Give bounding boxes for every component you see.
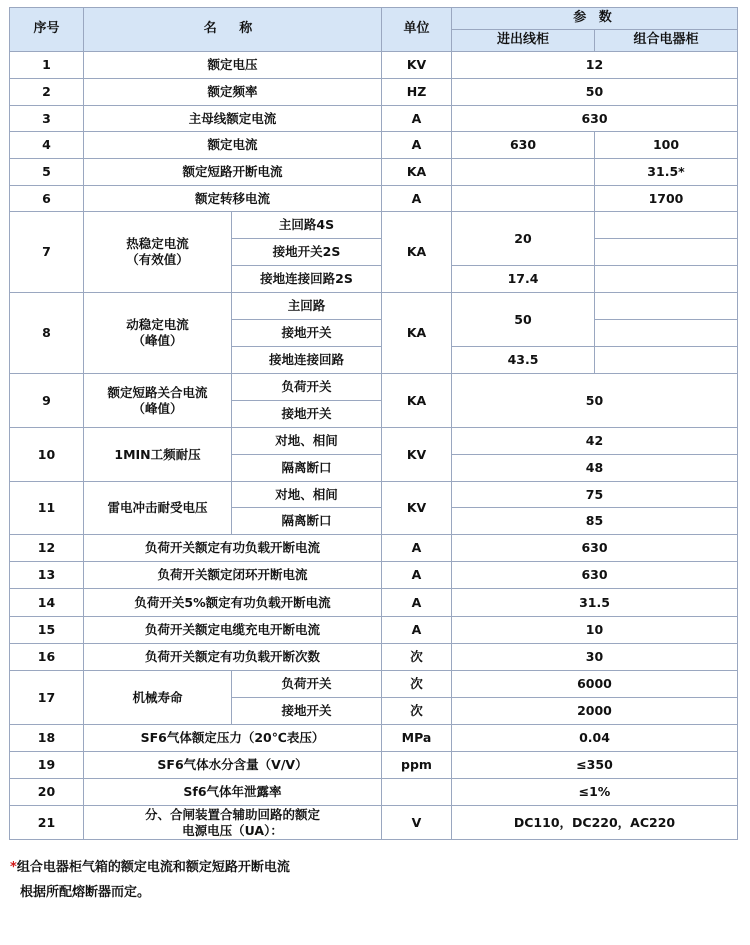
row-unit: A bbox=[382, 106, 452, 132]
row-value: 50 bbox=[452, 374, 738, 428]
row-number: 3 bbox=[10, 106, 84, 132]
row-subitem: 接地开关2S bbox=[232, 239, 382, 266]
row-subitem: 对地、相间 bbox=[232, 428, 382, 455]
row-name-line2: （峰值） bbox=[132, 333, 183, 348]
row-name: 雷电冲击耐受电压 bbox=[84, 482, 232, 535]
row-name: 1MIN工频耐压 bbox=[84, 428, 232, 482]
row-unit: A bbox=[382, 132, 452, 159]
row-value: 10 bbox=[452, 617, 738, 644]
row-number: 13 bbox=[10, 562, 84, 589]
row-name: 机械寿命 bbox=[84, 671, 232, 725]
table-row bbox=[10, 589, 738, 617]
row-name: 负荷开关额定闭环开断电流 bbox=[84, 562, 382, 589]
row-name bbox=[84, 374, 232, 428]
row-number: 12 bbox=[10, 535, 84, 562]
row-value-a: 17.4 bbox=[452, 266, 595, 293]
row-subitem: 主回路4S bbox=[232, 212, 382, 239]
row-name: 负荷开关额定有功负载开断电流 bbox=[84, 535, 382, 562]
header-unit: 单位 bbox=[382, 8, 452, 52]
table-row bbox=[10, 752, 738, 779]
row-unit: KA bbox=[382, 293, 452, 374]
row-name-line1: 动稳定电流 bbox=[126, 317, 189, 333]
row-value: 630 bbox=[452, 106, 738, 132]
footnote-line1 bbox=[10, 855, 290, 880]
row-number: 18 bbox=[10, 725, 84, 752]
row-value: 6000 bbox=[452, 671, 738, 698]
table-row bbox=[10, 374, 738, 401]
footnote-text1: 组合电器柜气箱的额定电流和额定短路开断电流 bbox=[16, 860, 290, 875]
row-name bbox=[84, 806, 382, 840]
row-value-b bbox=[595, 293, 738, 320]
row-number: 19 bbox=[10, 752, 84, 779]
row-number: 21 bbox=[10, 806, 84, 840]
row-subitem: 接地连接回路 bbox=[232, 347, 382, 374]
row-number: 5 bbox=[10, 159, 84, 186]
parameter-table bbox=[9, 7, 738, 840]
table-row bbox=[10, 52, 738, 79]
row-value-b bbox=[595, 239, 738, 266]
row-number: 15 bbox=[10, 617, 84, 644]
row-unit: 次 bbox=[382, 698, 452, 725]
header-params: 参 数 bbox=[452, 8, 738, 30]
row-name: 额定频率 bbox=[84, 79, 382, 106]
row-value-a: 630 bbox=[452, 132, 595, 159]
row-value-a: 50 bbox=[452, 293, 595, 347]
row-number: 16 bbox=[10, 644, 84, 671]
table-row bbox=[10, 806, 738, 840]
table-row bbox=[10, 644, 738, 671]
row-unit: KV bbox=[382, 52, 452, 79]
table-row bbox=[10, 428, 738, 455]
row-name: SF6气体额定压力（20℃表压） bbox=[84, 725, 382, 752]
row-value: 2000 bbox=[452, 698, 738, 725]
row-number: 6 bbox=[10, 186, 84, 212]
row-name: SF6气体水分含量（V/V） bbox=[84, 752, 382, 779]
row-number: 10 bbox=[10, 428, 84, 482]
table-row bbox=[10, 482, 738, 508]
row-unit: KV bbox=[382, 428, 452, 482]
row-value: ≤1% bbox=[452, 779, 738, 806]
row-value: 85 bbox=[452, 508, 738, 535]
row-unit bbox=[382, 779, 452, 806]
row-unit: MPa bbox=[382, 725, 452, 752]
row-name: 额定转移电流 bbox=[84, 186, 382, 212]
row-number: 11 bbox=[10, 482, 84, 535]
table-row bbox=[10, 671, 738, 698]
row-number: 8 bbox=[10, 293, 84, 374]
row-value-b bbox=[595, 320, 738, 347]
row-value-a bbox=[452, 186, 595, 212]
row-value: 31.5 bbox=[452, 589, 738, 617]
table-row bbox=[10, 79, 738, 106]
header-col-b: 组合电器柜 bbox=[595, 30, 738, 52]
table-row bbox=[10, 617, 738, 644]
row-value: 630 bbox=[452, 562, 738, 589]
row-unit: ppm bbox=[382, 752, 452, 779]
row-value-a: 43.5 bbox=[452, 347, 595, 374]
row-number: 7 bbox=[10, 212, 84, 293]
row-unit: A bbox=[382, 589, 452, 617]
row-name bbox=[84, 293, 232, 374]
row-value-b: 31.5* bbox=[595, 159, 738, 186]
row-value-b: 100 bbox=[595, 132, 738, 159]
row-name-line1: 分、合闸装置合辅助回路的额定 bbox=[144, 806, 320, 822]
asterisk-icon: * bbox=[10, 860, 17, 875]
footnote-line2: 根据所配熔断器而定。 bbox=[20, 885, 151, 900]
table-row bbox=[10, 779, 738, 806]
row-value: 50 bbox=[452, 79, 738, 106]
row-name-line2: 电源电压（UA）： bbox=[182, 822, 283, 838]
row-number: 17 bbox=[10, 671, 84, 725]
row-unit: A bbox=[382, 617, 452, 644]
row-value: 12 bbox=[452, 52, 738, 79]
row-unit: A bbox=[382, 186, 452, 212]
row-value: 30 bbox=[452, 644, 738, 671]
row-unit: KA bbox=[382, 159, 452, 186]
row-unit: 次 bbox=[382, 644, 452, 671]
row-name-line1: 热稳定电流 bbox=[126, 236, 189, 252]
table-row bbox=[10, 186, 738, 212]
footnote bbox=[10, 855, 290, 905]
row-number: 20 bbox=[10, 779, 84, 806]
header-name: 名 称 bbox=[84, 8, 382, 52]
header-seq: 序号 bbox=[10, 8, 84, 52]
row-value-a bbox=[452, 159, 595, 186]
row-value-b bbox=[595, 347, 738, 374]
row-number: 1 bbox=[10, 52, 84, 79]
row-name: Sf6气体年泄露率 bbox=[84, 779, 382, 806]
row-value: 75 bbox=[452, 482, 738, 508]
table-row bbox=[10, 725, 738, 752]
row-name: 额定短路开断电流 bbox=[84, 159, 382, 186]
row-value-b: 1700 bbox=[595, 186, 738, 212]
row-unit: KA bbox=[382, 212, 452, 293]
row-number: 9 bbox=[10, 374, 84, 428]
row-subitem: 接地开关 bbox=[232, 401, 382, 428]
row-subitem: 负荷开关 bbox=[232, 374, 382, 401]
row-name: 负荷开关额定有功负载开断次数 bbox=[84, 644, 382, 671]
row-number: 4 bbox=[10, 132, 84, 159]
row-unit: A bbox=[382, 535, 452, 562]
row-value-b bbox=[595, 266, 738, 293]
row-value: 48 bbox=[452, 455, 738, 482]
row-value-a: 20 bbox=[452, 212, 595, 266]
row-subitem: 对地、相间 bbox=[232, 482, 382, 508]
table-row bbox=[10, 293, 738, 320]
row-value: 42 bbox=[452, 428, 738, 455]
row-name-line2: （峰值） bbox=[132, 400, 183, 416]
row-subitem: 隔离断口 bbox=[232, 508, 382, 535]
row-name: 额定电压 bbox=[84, 52, 382, 79]
row-unit: KA bbox=[382, 374, 452, 428]
table-row bbox=[10, 132, 738, 159]
row-name: 主母线额定电流 bbox=[84, 106, 382, 132]
row-value-b bbox=[595, 212, 738, 239]
row-name: 负荷开关额定电缆充电开断电流 bbox=[84, 617, 382, 644]
row-value: 630 bbox=[452, 535, 738, 562]
row-number: 14 bbox=[10, 589, 84, 617]
table-row bbox=[10, 212, 738, 239]
row-name: 额定电流 bbox=[84, 132, 382, 159]
table-row bbox=[10, 562, 738, 589]
row-subitem: 接地开关 bbox=[232, 698, 382, 725]
row-number: 2 bbox=[10, 79, 84, 106]
row-value: DC110，DC220，AC220 bbox=[452, 806, 738, 840]
row-subitem: 接地连接回路2S bbox=[232, 266, 382, 293]
row-unit: V bbox=[382, 806, 452, 840]
row-name-line1: 额定短路关合电流 bbox=[107, 384, 208, 400]
table-row bbox=[10, 159, 738, 186]
row-name-line2: （有效值） bbox=[126, 252, 189, 267]
row-name bbox=[84, 212, 232, 293]
row-subitem: 隔离断口 bbox=[232, 455, 382, 482]
row-subitem: 接地开关 bbox=[232, 320, 382, 347]
row-value: 0.04 bbox=[452, 725, 738, 752]
row-unit: A bbox=[382, 562, 452, 589]
row-value: ≤350 bbox=[452, 752, 738, 779]
table-row bbox=[10, 535, 738, 562]
header-col-a: 进出线柜 bbox=[452, 30, 595, 52]
row-unit: 次 bbox=[382, 671, 452, 698]
row-unit: HZ bbox=[382, 79, 452, 106]
table-row bbox=[10, 106, 738, 132]
row-subitem: 负荷开关 bbox=[232, 671, 382, 698]
row-unit: KV bbox=[382, 482, 452, 535]
row-name: 负荷开关5%额定有功负载开断电流 bbox=[84, 589, 382, 617]
row-subitem: 主回路 bbox=[232, 293, 382, 320]
